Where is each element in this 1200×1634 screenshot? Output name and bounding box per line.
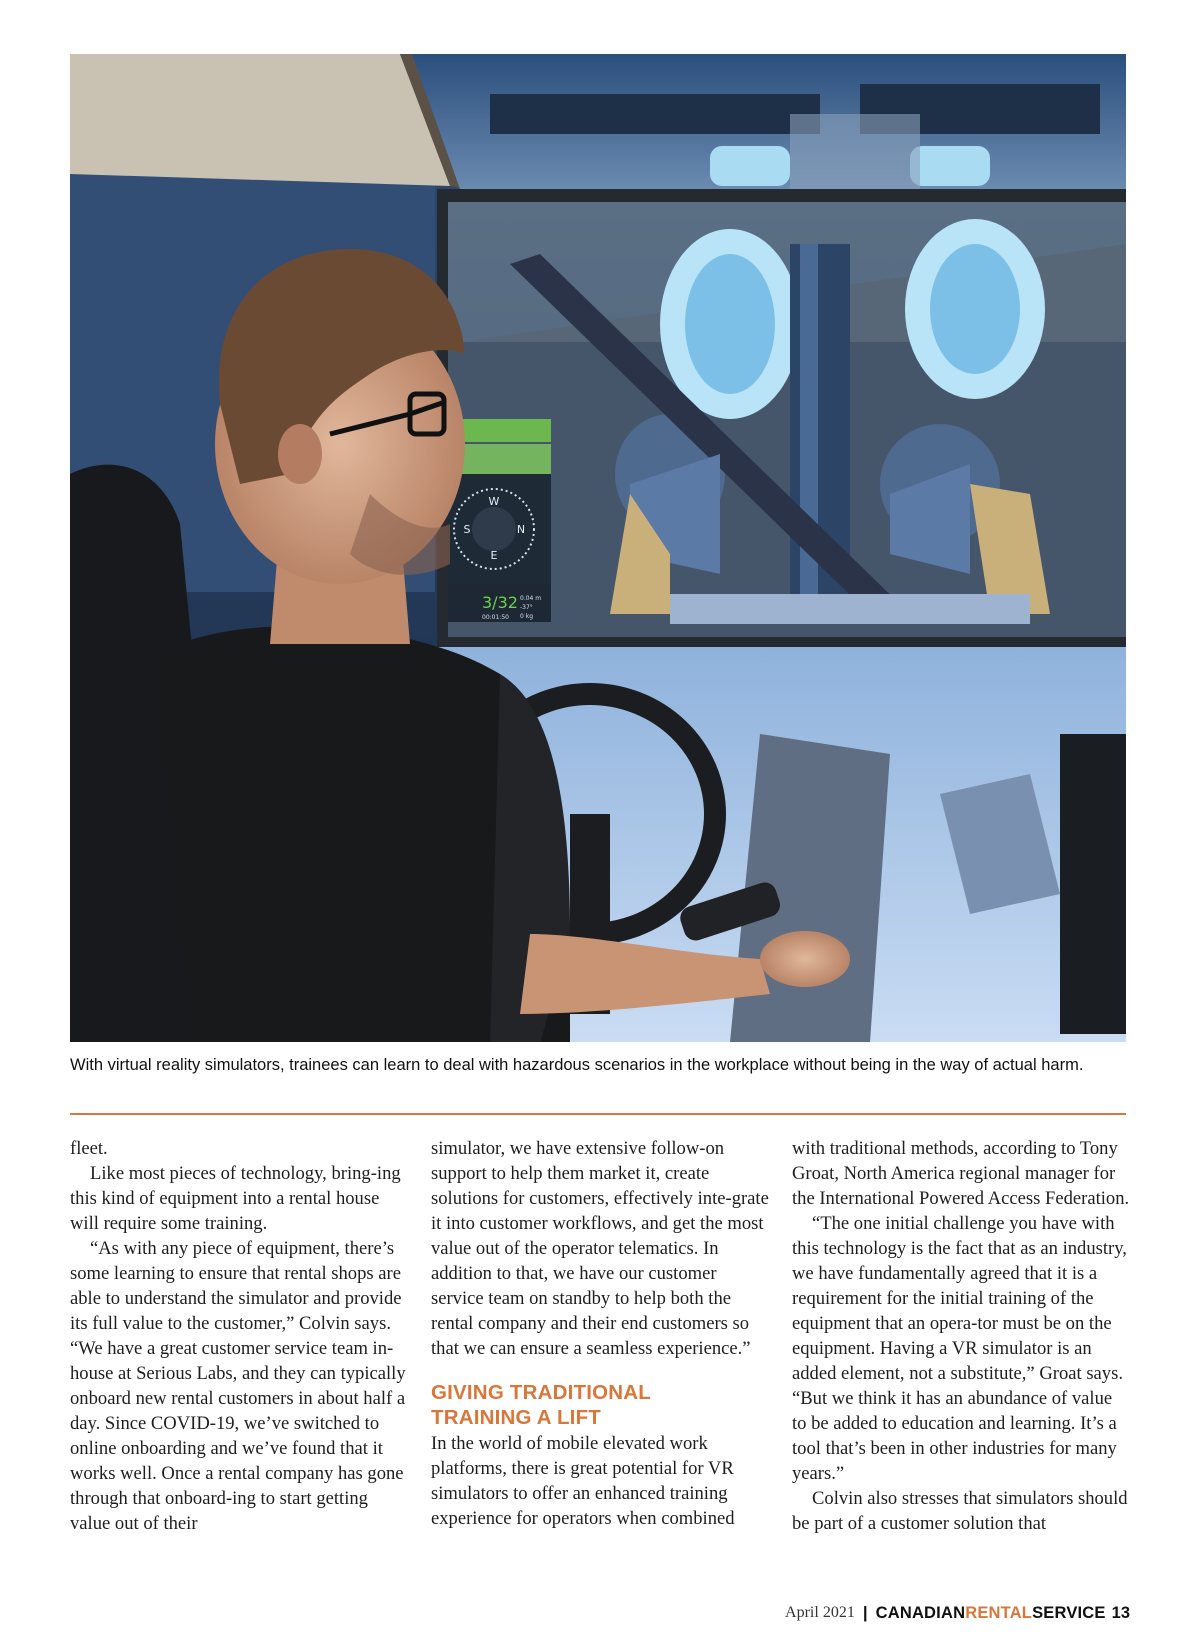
paragraph: Like most pieces of technology, bring-ing this kind of equipment into a rental house will require some training. [70, 1163, 401, 1234]
paragraph: In the world of mobile elevated work platforms, there is great potential for VR simulators to offer an enhanced training experience for operators when combined [431, 1433, 735, 1529]
footer-separator: | [862, 1603, 868, 1622]
hud-readout-3: 0 kg [520, 613, 534, 620]
brand-part-2: RENTAL [965, 1603, 1033, 1622]
simulator-photo [70, 54, 1126, 1042]
issue-date: April 2021 [785, 1604, 855, 1621]
compass-e: E [490, 549, 498, 562]
simulator-photo-illustration [70, 54, 1126, 1042]
hud-timer: 00:01:50 [482, 614, 509, 621]
section-subhead [431, 1380, 773, 1430]
compass-s: S [463, 523, 471, 536]
paragraph: “The one initial challenge you have with this technology is the fact that as an industry, we have fundamentally agreed that it is a requirement for the initial training of the equipment that an opera-tor must be on the equipment. Having a VR simulator is an added element, not a substitute,” Groat says. “But we think it has an abundance of value to be added to education and learning. It’s a tool that’s been in other industries for many years.” [792, 1213, 1127, 1484]
paragraph: Colvin also stresses that simulators should be part of a customer solution that [792, 1488, 1128, 1534]
compass-n: N [516, 523, 526, 536]
photo-caption: With virtual reality simulators, trainees can learn to deal with hazardous scenarios in the workplace without being in the way of actual harm. [70, 1056, 1084, 1074]
hud-readout-2: -37° [520, 604, 533, 611]
hud-readout-1: 0.04 m [520, 595, 542, 602]
paragraph: fleet. [70, 1138, 108, 1159]
page-footer [785, 1600, 1130, 1626]
article-column-1 [70, 1136, 412, 1536]
article-column-2 [431, 1136, 773, 1531]
caption-divider [70, 1113, 1126, 1115]
brand-part-3: SERVICE [1032, 1603, 1106, 1622]
subhead-line-2: TRAINING A LIFT [431, 1406, 602, 1429]
paragraph: simulator, we have extensive follow-on support to help them market it, create solutions for customers, effectively inte-grate it into customer workflows, and get the most value out of the operator telematics. In addition to that, we have our customer service team on standby to help both the rental company and their end customers so that we can ensure a seamless experience.” [431, 1138, 769, 1359]
hud-counter: 3/32 [482, 593, 518, 612]
page-number: 13 [1111, 1603, 1130, 1622]
magazine-brand [876, 1604, 1106, 1623]
compass-w: W [488, 495, 500, 508]
brand-part-1: CANADIAN [875, 1603, 966, 1622]
paragraph: with traditional methods, according to Tony Groat, North America regional manager for the International Powered Access Federation. [792, 1138, 1130, 1209]
article-column-3 [792, 1136, 1130, 1536]
subhead-line-1: GIVING TRADITIONAL [431, 1381, 651, 1404]
paragraph: “As with any piece of equipment, there’s some learning to ensure that rental shops are able to understand the simulator and provide its full value to the customer,” Colvin says. “We have a great customer service team in-house at Serious Labs, and they can typically onboard new rental customers in about half a day. Since COVID-19, we’ve switched to online onboarding and we’ve found that it works well. Once a rental company has gone through that onboard-ing to start getting value out of their [70, 1238, 406, 1534]
